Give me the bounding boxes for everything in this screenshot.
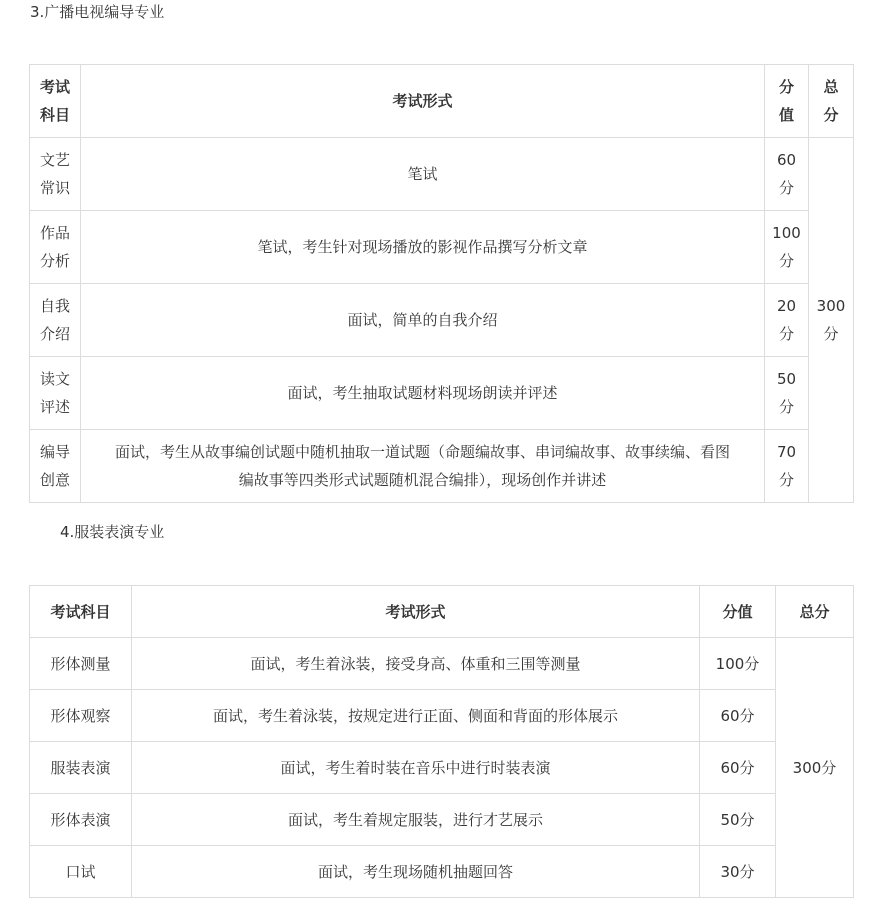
header-form: 考试形式 — [81, 65, 765, 138]
score-cell: 100分 — [700, 638, 776, 690]
total-cell: 300 分 — [809, 138, 854, 503]
header-subject: 考试科目 — [30, 586, 132, 638]
header-total: 总 分 — [809, 65, 854, 138]
table-row — [30, 357, 854, 430]
section-4-title: 4.服装表演专业 — [60, 523, 165, 541]
subject-cell: 自我 介绍 — [30, 284, 81, 357]
subject-cell: 文艺 常识 — [30, 138, 81, 211]
score-cell: 100 分 — [765, 211, 809, 284]
form-cell: 面试，考生现场随机抽题回答 — [132, 846, 700, 898]
table-row — [30, 284, 854, 357]
header-score: 分 值 — [765, 65, 809, 138]
table-row — [30, 211, 854, 284]
table-header-row — [30, 65, 854, 138]
score-cell: 70 分 — [765, 430, 809, 503]
form-cell: 面试，考生着规定服装，进行才艺展示 — [132, 794, 700, 846]
table-row — [30, 430, 854, 503]
table-row — [30, 846, 854, 898]
form-cell: 面试，简单的自我介绍 — [81, 284, 765, 357]
form-cell: 笔试，考生针对现场播放的影视作品撰写分析文章 — [81, 211, 765, 284]
table-row — [30, 794, 854, 846]
broadcast-directing-exam-table — [29, 64, 854, 503]
subject-cell: 口试 — [30, 846, 132, 898]
subject-cell: 形体测量 — [30, 638, 132, 690]
fashion-performance-exam-table — [29, 585, 854, 898]
score-cell: 60分 — [700, 690, 776, 742]
table-row — [30, 138, 854, 211]
form-cell: 笔试 — [81, 138, 765, 211]
header-total: 总分 — [776, 586, 854, 638]
form-cell: 面试，考生着泳装，按规定进行正面、侧面和背面的形体展示 — [132, 690, 700, 742]
score-cell: 50 分 — [765, 357, 809, 430]
table-header-row — [30, 586, 854, 638]
score-cell: 60 分 — [765, 138, 809, 211]
subject-cell: 读文 评述 — [30, 357, 81, 430]
score-cell: 20 分 — [765, 284, 809, 357]
subject-cell: 编导 创意 — [30, 430, 81, 503]
score-cell: 60分 — [700, 742, 776, 794]
form-cell: 面试，考生着泳装，接受身高、体重和三围等测量 — [132, 638, 700, 690]
table-row — [30, 638, 854, 690]
section-3-title: 3.广播电视编导专业 — [30, 3, 165, 21]
score-cell: 30分 — [700, 846, 776, 898]
header-form: 考试形式 — [132, 586, 700, 638]
score-cell: 50分 — [700, 794, 776, 846]
subject-cell: 服装表演 — [30, 742, 132, 794]
form-cell: 面试，考生从故事编创试题中随机抽取一道试题（命题编故事、串词编故事、故事续编、看图 编故事等四类形式试题随机混合编排），现场创作并讲述 — [81, 430, 765, 503]
form-cell: 面试，考生着时装在音乐中进行时装表演 — [132, 742, 700, 794]
table-row — [30, 690, 854, 742]
form-cell: 面试，考生抽取试题材料现场朗读并评述 — [81, 357, 765, 430]
header-score: 分值 — [700, 586, 776, 638]
subject-cell: 形体观察 — [30, 690, 132, 742]
subject-cell: 形体表演 — [30, 794, 132, 846]
header-subject: 考试 科目 — [30, 65, 81, 138]
total-cell: 300分 — [776, 638, 854, 898]
subject-cell: 作品 分析 — [30, 211, 81, 284]
table-row — [30, 742, 854, 794]
